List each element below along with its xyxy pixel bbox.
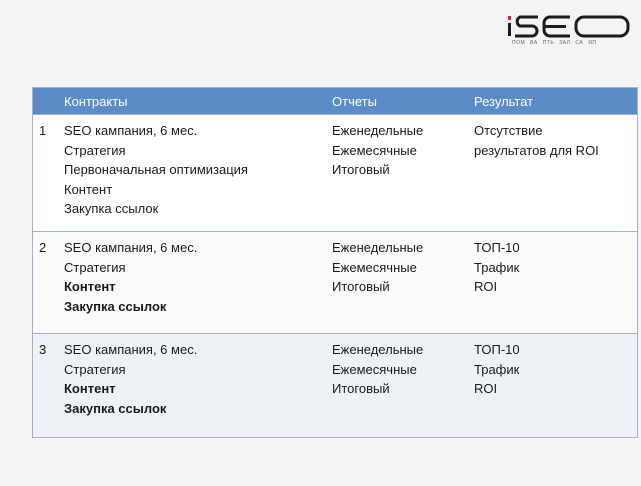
logo-sub-5: ЯП — [588, 40, 597, 46]
logo-sub-4: СА — [575, 40, 584, 46]
report-item: Ежемесячные — [332, 259, 417, 275]
report-item: Итоговый — [332, 162, 390, 177]
contract-item: SEO кампания, 6 мес. — [64, 342, 198, 357]
table-header — [33, 88, 637, 114]
contract-item-bold: Контент — [64, 381, 116, 396]
row-contracts — [64, 340, 332, 437]
contract-item-bold: Закупка ссылок — [64, 298, 167, 314]
result-item: ТОП-10 — [474, 342, 520, 357]
contract-item: SEO кампания, 6 мес. — [64, 123, 198, 138]
contract-item-bold: Закупка ссылок — [64, 400, 167, 416]
contract-item: Закупка ссылок — [64, 201, 159, 216]
row-reports — [332, 238, 474, 333]
row-result — [474, 340, 637, 437]
logo-sub-1: ВА — [530, 40, 538, 46]
result-item: ТОП-10 — [474, 240, 520, 255]
row-reports — [332, 121, 474, 231]
row-result — [474, 121, 637, 231]
logo-sub-2: ПТЬ — [542, 40, 555, 46]
result-item: ROI — [474, 279, 498, 294]
report-item: Еженедельные — [332, 240, 424, 255]
table-row — [33, 333, 637, 437]
contract-item: SEO кампания, 6 мес. — [64, 240, 198, 255]
logo-sub-0: ПОМ — [512, 40, 526, 46]
contract-item: Стратегия — [64, 142, 126, 158]
contract-item: Стратегия — [64, 259, 126, 275]
row-contracts — [64, 121, 332, 231]
row-number: 2 — [39, 240, 47, 255]
logo-sub-3: ЗАЛ — [559, 40, 571, 46]
table-row — [33, 114, 637, 231]
header-result: Результат — [474, 93, 534, 109]
report-item: Ежемесячные — [332, 361, 417, 377]
result-item: Трафик — [474, 259, 520, 275]
row-result — [474, 238, 637, 333]
result-item: результатов для ROI — [474, 142, 599, 158]
contract-item-bold: Контент — [64, 279, 116, 294]
row-number: 3 — [39, 342, 47, 357]
contract-item: Стратегия — [64, 361, 126, 377]
row-number: 1 — [39, 123, 47, 138]
report-item: Еженедельные — [332, 123, 424, 138]
report-item: Еженедельные — [332, 342, 424, 357]
result-item: Отсутствие — [474, 123, 543, 138]
report-item: Итоговый — [332, 381, 390, 396]
contract-item: Первоначальная оптимизация — [64, 162, 248, 177]
seo-logo — [508, 10, 633, 52]
seo-logo-mark — [508, 10, 633, 40]
report-item: Итоговый — [332, 279, 390, 294]
report-item: Ежемесячные — [332, 142, 417, 158]
contracts-table — [32, 87, 638, 438]
header-reports: Отчеты — [332, 93, 377, 109]
logo-subtitle — [512, 40, 596, 46]
result-item: ROI — [474, 381, 498, 396]
table-row — [33, 231, 637, 333]
result-item: Трафик — [474, 361, 520, 377]
row-contracts — [64, 238, 332, 333]
contract-item: Контент — [64, 181, 113, 197]
seo-logo-text: SEO — [508, 10, 511, 11]
row-reports — [332, 340, 474, 437]
header-contracts: Контракты — [64, 93, 128, 109]
